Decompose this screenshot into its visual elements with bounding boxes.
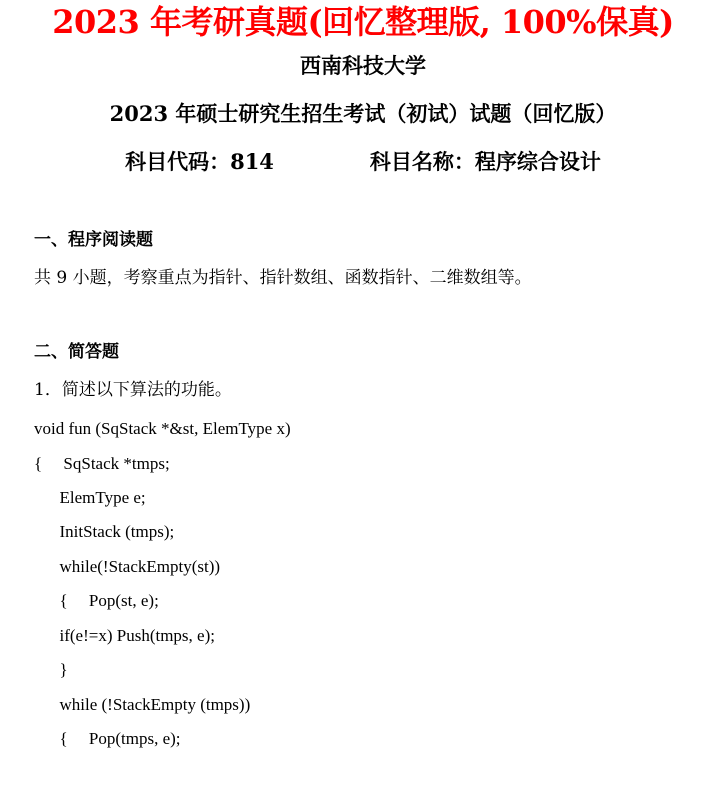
exam-banner: 2023 年考研真题(回忆整理版, 100%保真) — [52, 3, 674, 41]
section1-heading: 一、程序阅读题 — [34, 230, 153, 250]
subject-code: 科目代码：814 — [125, 149, 274, 174]
subject-name: 科目名称：程序综合设计 — [369, 149, 601, 174]
code-line: } — [34, 660, 68, 679]
code-line: while(!StackEmpty(st)) — [34, 557, 221, 576]
code-line: InitStack (tmps); — [34, 522, 175, 541]
code-line: { Pop(tmps, e); — [34, 729, 181, 748]
section2-heading: 二、简答题 — [34, 342, 119, 362]
code-line: ElemType e; — [34, 488, 146, 507]
exam-title: 2023 年硕士研究生招生考试（初试）试题（回忆版） — [109, 101, 617, 126]
school-name: 西南科技大学 — [300, 53, 426, 78]
code-line: if(e!=x) Push(tmps, e); — [34, 626, 215, 645]
subject-row — [0, 148, 726, 176]
question-1: 1．简述以下算法的功能。 — [34, 380, 232, 400]
code-line: while (!StackEmpty (tmps)) — [34, 695, 251, 714]
section1-description: 共 9 小题，考察重点为指针、指针数组、函数指针、二维数组等。 — [34, 268, 532, 288]
code-line: { SqStack *tmps; — [34, 454, 170, 473]
code-line: { Pop(st, e); — [34, 591, 159, 610]
code-line: void fun (SqStack *&st, ElemType x) — [34, 419, 291, 438]
